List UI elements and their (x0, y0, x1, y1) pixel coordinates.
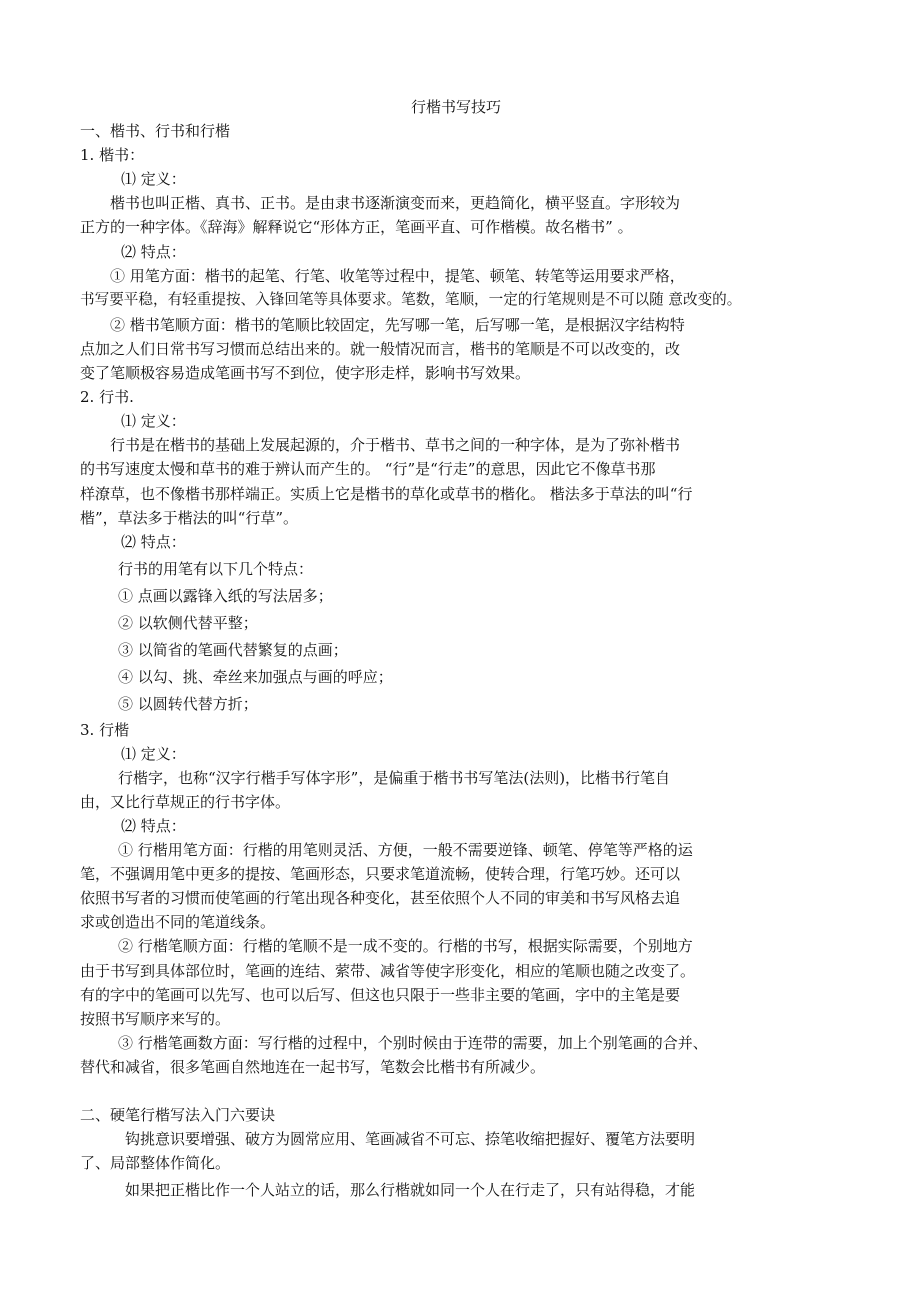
paragraph-line: ① 行楷用笔方面：行楷的用笔则灵活、方便，一般不需要逆锋、顿笔、停笔等严格的运 (118, 841, 693, 859)
item-heading: ⑵ 特点： (121, 817, 186, 835)
paragraph-line: 变了笔顺极容易造成笔画书写不到位，使字形走样，影响书写效果。 (80, 364, 531, 382)
paragraph-line: 了、局部整体作简化。 (80, 1154, 231, 1172)
paragraph-line: 由，又比行草规正的行书字体。 (80, 793, 291, 811)
list-item: ③ 以简省的笔画代替繁复的点画； (118, 641, 348, 659)
paragraph-line: 点加之人们日常书写习惯而总结出来的。就一般情况而言，楷书的笔顺是不可以改变的，改 (80, 340, 681, 358)
paragraph-line: 书写要平稳，有轻重提按、入锋回笔等具体要求。笔数，笔顺，一定的行笔规则是不可以随 意改变的。 (80, 291, 742, 308)
item-heading: ⑴ 定义： (121, 170, 186, 188)
section-heading-2: 二、硬笔行楷写法入门六要诀 (80, 1106, 276, 1124)
list-item: ② 以软侧代替平整； (118, 614, 258, 632)
section-heading-1: 一、楷书、行书和行楷 (80, 122, 231, 140)
paragraph-line: 替代和减省，很多笔画自然地连在一起书写，笔数会比楷书有所减少。 (80, 1058, 546, 1076)
paragraph-line: ① 用笔方面：楷书的起笔、行笔、收笔等过程中，提笔、顿笔、转笔等运用要求严格， (110, 267, 685, 285)
paragraph-line: 行楷字，也称“汉字行楷手写体字形”，是偏重于楷书书写笔法(法则)，比楷书行笔自 (118, 769, 671, 787)
item-heading: ⑴ 定义： (121, 412, 186, 430)
paragraph-line: ③ 行楷笔画数方面：写行楷的过程中，个别时候由于连带的需要，加上个别笔画的合并、 (118, 1034, 708, 1052)
paragraph-line: 正方的一种字体。《辞海》解释说它“形体方正，笔画平直、可作楷模。故名楷书” 。 (80, 218, 633, 236)
document-title: 行楷书写技巧 (411, 98, 502, 116)
paragraph-line: 钩挑意识要增强、破方为圆常应用、笔画减省不可忘、捺笔收缩把握好、覆笔方法要明 (125, 1130, 696, 1148)
item-heading: ⑵ 特点： (121, 533, 186, 551)
list-item: ① 点画以露锋入纸的写法居多； (118, 587, 333, 605)
paragraph-line: 如果把正楷比作一个人站立的话，那么行楷就如同一个人在行走了，只有站得稳，才能 (125, 1181, 696, 1199)
paragraph-line: 的书写速度太慢和草书的难于辨认而产生的。 “行”是“行走”的意思，因此它不像草书那 (80, 460, 656, 478)
subsection-heading-kaishu: 1. 楷书： (80, 146, 145, 164)
item-heading: ⑴ 定义： (121, 745, 186, 763)
item-heading: ⑵ 特点： (121, 243, 186, 261)
paragraph-line: 由于书写到具体部位时，笔画的连结、萦带、减省等使字形变化，相应的笔顺也随之改变了。 (80, 962, 696, 980)
paragraph-line: 按照书写顺序来写的。 (80, 1010, 231, 1028)
subsection-heading-xingkai: 3. 行楷 (80, 721, 130, 739)
paragraph-line: 行书的用笔有以下几个特点： (118, 560, 314, 578)
list-item: ⑤ 以圆转代替方折； (118, 695, 258, 713)
paragraph-line: 笔，不强调用笔中更多的提按、笔画形态，只要求笔道流畅，使转合理，行笔巧妙。还可以 (80, 865, 681, 883)
subsection-heading-xingshu: 2. 行书. (80, 388, 134, 406)
paragraph-line: 求或创造出不同的笔道线条。 (80, 913, 276, 931)
paragraph-line: 样潦草，也不像楷书那样端正。实质上它是楷书的草化或草书的楷化。 楷法多于草法的叫“行 (80, 485, 693, 503)
paragraph-line: 有的字中的笔画可以先写、也可以后写、但这也只限于一些非主要的笔画，字中的主笔是要 (80, 986, 681, 1004)
paragraph-line: 楷书也叫正楷、真书、正书。是由隶书逐渐演变而来，更趋简化，横平竖直。字形较为 (110, 194, 681, 212)
paragraph-line: 依照书写者的习惯而使笔画的行笔出现各种变化，甚至依照个人不同的审美和书写风格去追 (80, 889, 681, 907)
paragraph-line: ② 行楷笔顺方面：行楷的笔顺不是一成不变的。行楷的书写，根据实际需要，个别地方 (118, 937, 693, 955)
paragraph-line: 行书是在楷书的基础上发展起源的，介于楷书、草书之间的一种字体，是为了弥补楷书 (110, 436, 681, 454)
paragraph-line: 楷”，草法多于楷法的叫“行草”。 (80, 509, 299, 527)
paragraph-line: ② 楷书笔顺方面：楷书的笔顺比较固定，先写哪一笔，后写哪一笔，是根据汉字结构特 (110, 316, 685, 334)
list-item: ④ 以勾、挑、牵丝来加强点与画的呼应； (118, 668, 393, 686)
